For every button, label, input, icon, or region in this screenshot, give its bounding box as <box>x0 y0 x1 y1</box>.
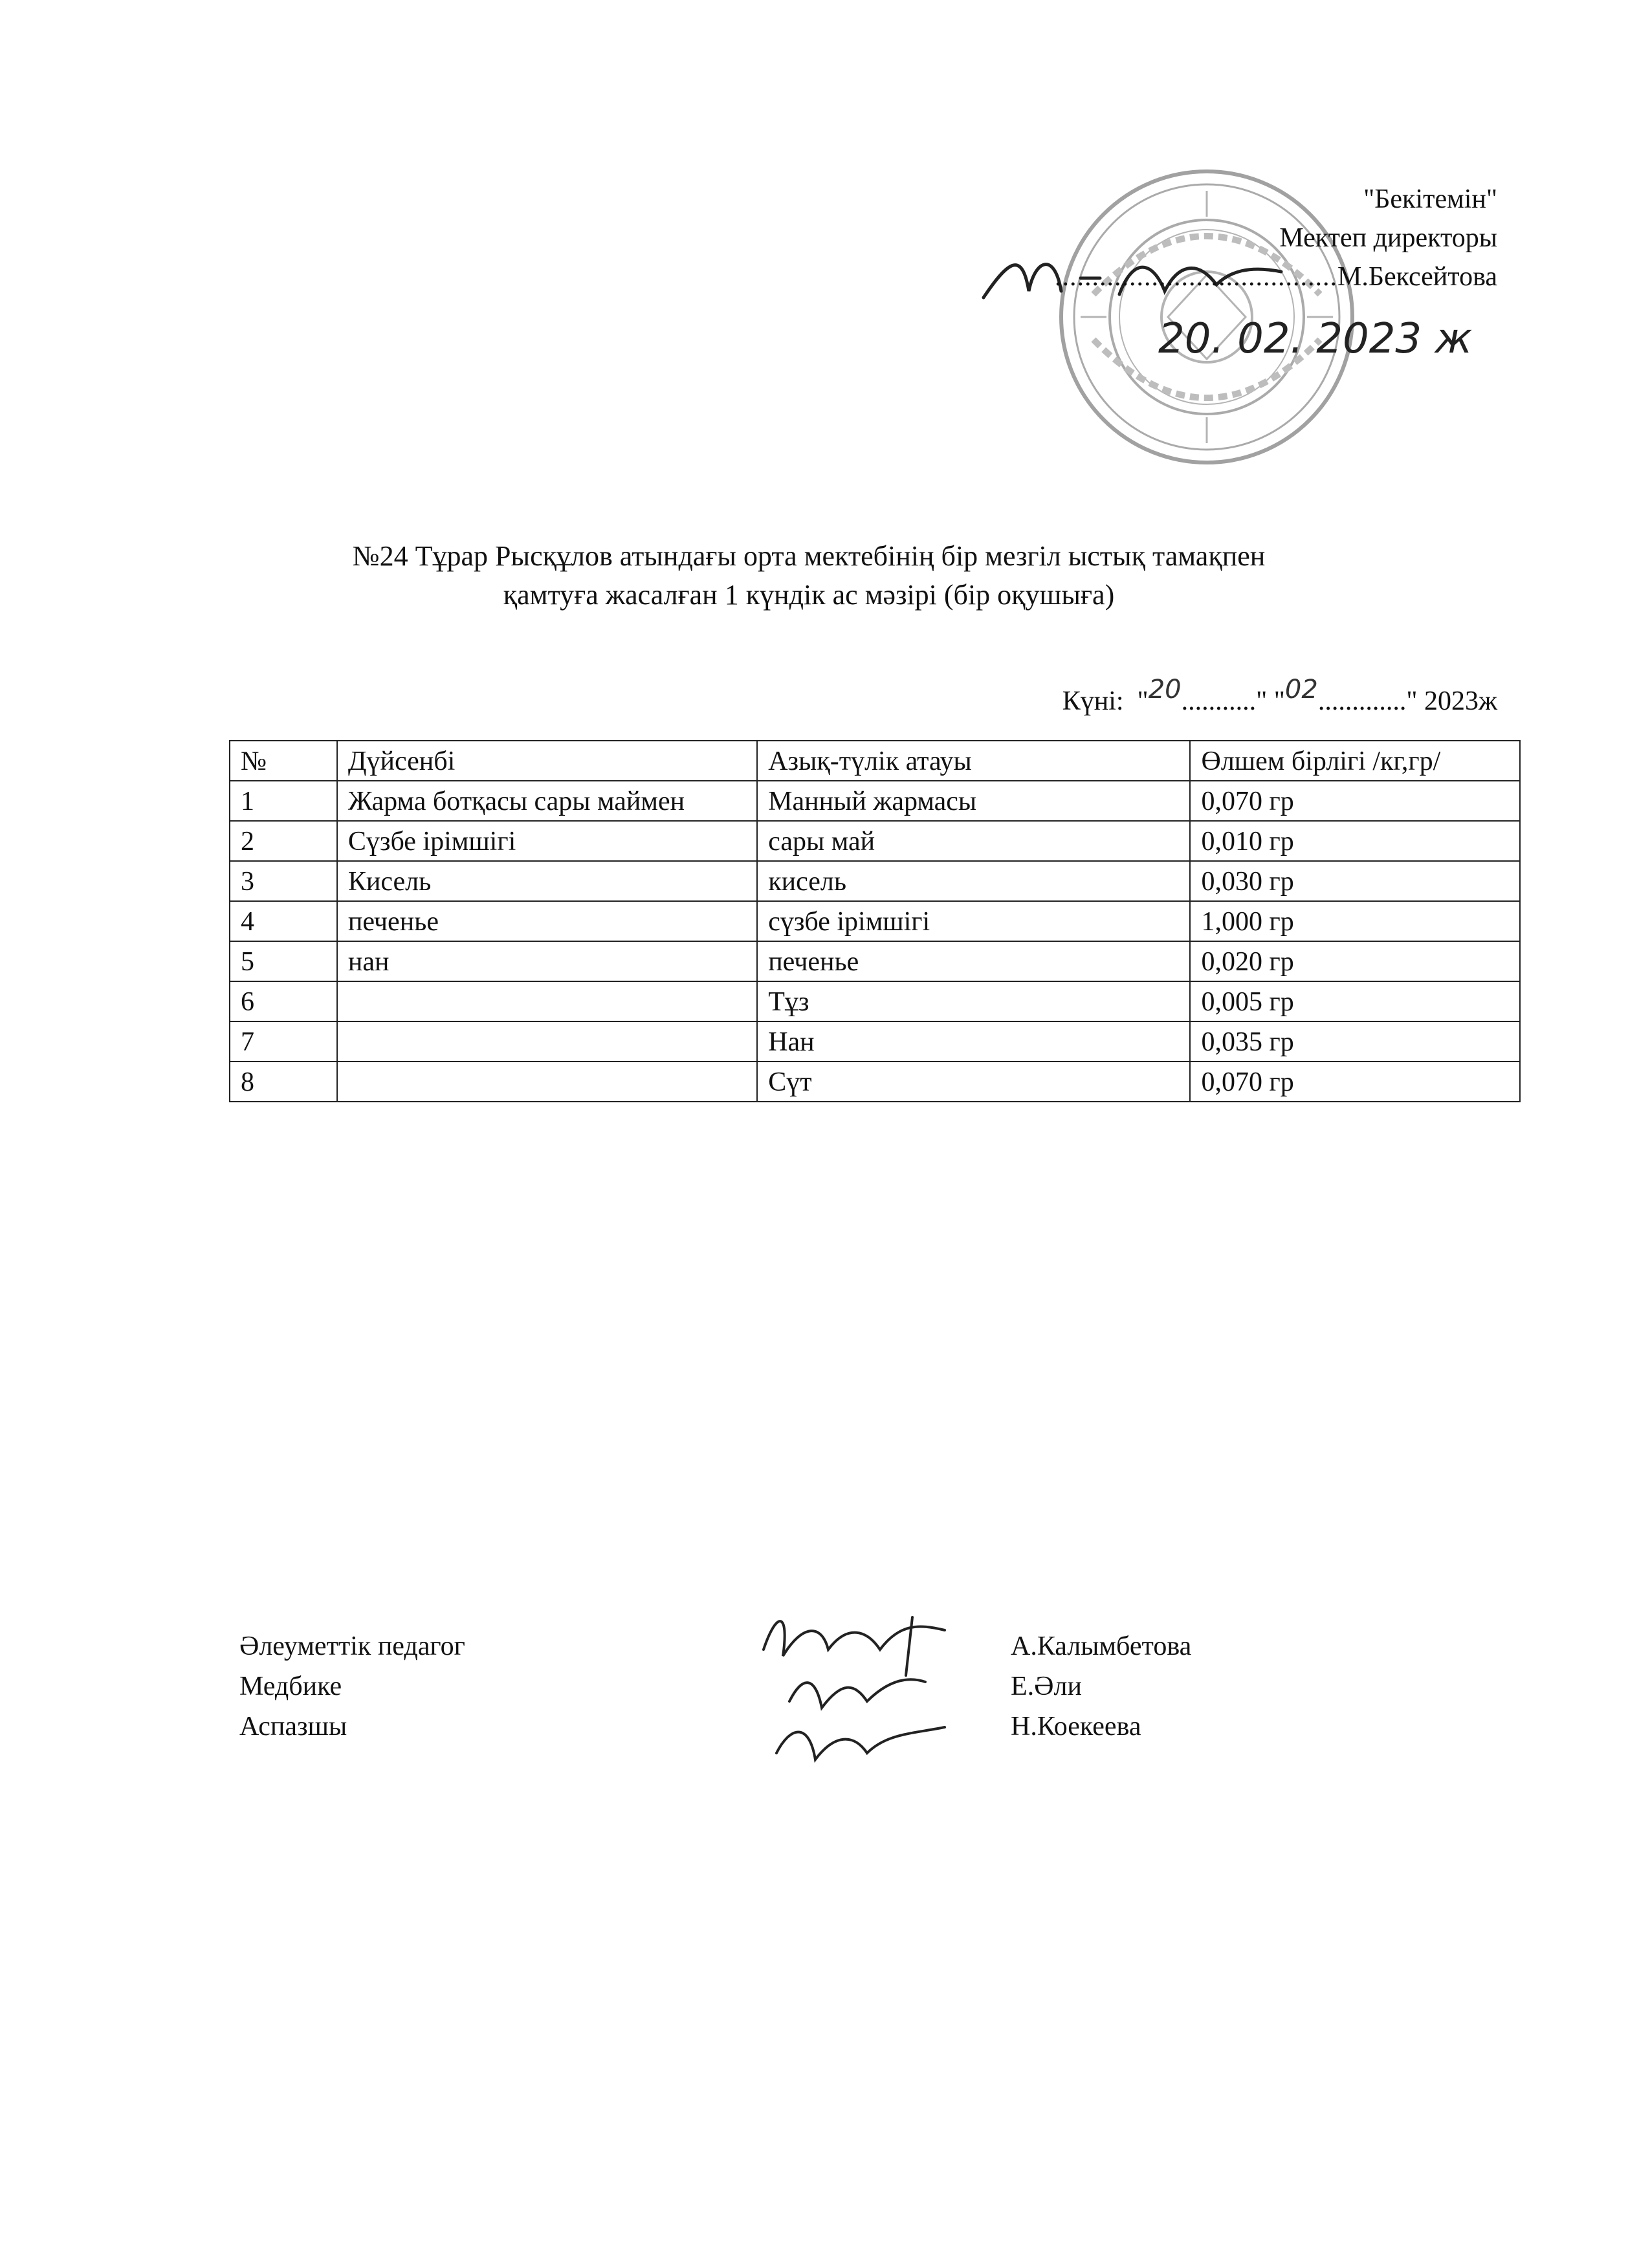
cell-product: сары май <box>757 821 1190 861</box>
director-name-line <box>1055 257 1497 296</box>
date-day: 20 <box>1148 675 1182 704</box>
cell-dish: Жарма ботқасы сары маймен <box>337 781 757 821</box>
table-row <box>230 941 1520 981</box>
cell-number: 7 <box>230 1021 337 1062</box>
table-row <box>230 981 1520 1021</box>
cell-product: кисель <box>757 861 1190 901</box>
name-cook: Н.Коекеева <box>1011 1712 1141 1741</box>
date-dots-2: ............." <box>1317 686 1418 716</box>
cell-dish: печенье <box>337 901 757 941</box>
signature-roles <box>239 1626 465 1747</box>
date-dots-1: ..........." " <box>1181 686 1285 716</box>
title-line-1: №24 Тұрар Рысқұлов атындағы орта мектебінің бір мезгіл ыстық тамақпен <box>352 540 1266 572</box>
document-title <box>194 537 1424 615</box>
director-name: М.Бексейтова <box>1337 262 1497 292</box>
svg-text:20. 02. 2023 ж: 20. 02. 2023 ж <box>1158 315 1473 363</box>
cell-unit: 0,005 гр <box>1190 981 1520 1021</box>
cell-product: Манный жармасы <box>757 781 1190 821</box>
header-number: № <box>230 741 337 781</box>
handwritten-approval-date <box>1145 304 1572 375</box>
cell-number: 5 <box>230 941 337 981</box>
cell-dish <box>337 1062 757 1102</box>
cell-number: 4 <box>230 901 337 941</box>
name-nurse: Е.Әли <box>1011 1672 1082 1701</box>
cell-number: 1 <box>230 781 337 821</box>
cell-product: печенье <box>757 941 1190 981</box>
header-dish: Дүйсенбі <box>337 741 757 781</box>
menu-table <box>229 740 1521 1102</box>
cell-unit: 0,035 гр <box>1190 1021 1520 1062</box>
date-month: 02 <box>1284 675 1318 704</box>
signature-dots: ...................................... <box>1055 262 1338 292</box>
approved-label: "Бекітемін" <box>1363 184 1497 214</box>
table-header-row <box>230 741 1520 781</box>
cell-dish: Кисель <box>337 861 757 901</box>
signature-names <box>1011 1626 1191 1747</box>
cell-product: сүзбе ірімшігі <box>757 901 1190 941</box>
cell-dish <box>337 1021 757 1062</box>
role-nurse: Медбике <box>239 1672 342 1701</box>
header-product: Азық-түлік атауы <box>757 741 1190 781</box>
staff-signatures <box>751 1604 971 1779</box>
cell-dish <box>337 981 757 1021</box>
cell-unit: 0,010 гр <box>1190 821 1520 861</box>
cell-unit: 1,000 гр <box>1190 901 1520 941</box>
cell-product: Сүт <box>757 1062 1190 1102</box>
table-row <box>230 1021 1520 1062</box>
cell-number: 8 <box>230 1062 337 1102</box>
cell-dish: нан <box>337 941 757 981</box>
date-label: Күні: <box>1062 686 1124 716</box>
header-unit: Өлшем бірлігі /кг,гр/ <box>1190 741 1520 781</box>
cell-unit: 0,020 гр <box>1190 941 1520 981</box>
table-row <box>230 821 1520 861</box>
role-social-pedagogue: Әлеуметтік педагог <box>239 1631 465 1661</box>
cell-unit: 0,030 гр <box>1190 861 1520 901</box>
date-quote-open: " <box>1137 686 1149 716</box>
title-line-2: қамтуға жасалған 1 күндік ас мәзірі (бір оқушыға) <box>503 579 1115 611</box>
director-position: Мектеп директоры <box>1279 223 1497 253</box>
cell-unit: 0,070 гр <box>1190 781 1520 821</box>
name-social-pedagogue: А.Калымбетова <box>1011 1631 1192 1661</box>
table-row <box>230 861 1520 901</box>
cell-unit: 0,070 гр <box>1190 1062 1520 1102</box>
cell-number: 6 <box>230 981 337 1021</box>
cell-dish: Сүзбе ірімшігі <box>337 821 757 861</box>
cell-product: Нан <box>757 1021 1190 1062</box>
cell-number: 2 <box>230 821 337 861</box>
date-year: 2023ж <box>1424 686 1497 716</box>
date-line <box>1062 675 1497 719</box>
table-row <box>230 781 1520 821</box>
cell-product: Тұз <box>757 981 1190 1021</box>
table-row <box>230 901 1520 941</box>
cell-number: 3 <box>230 861 337 901</box>
approval-block <box>1055 180 1497 296</box>
table-row <box>230 1062 1520 1102</box>
role-cook: Аспазшы <box>239 1712 347 1741</box>
